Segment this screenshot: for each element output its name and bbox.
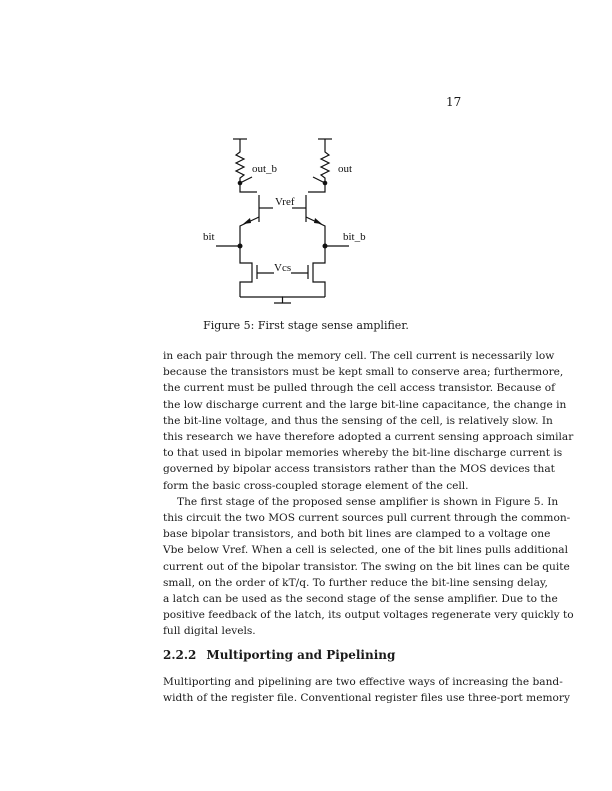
text-line: form the basic cross-coupled storage element of the cell. bbox=[163, 479, 469, 492]
figure-caption: Figure 5: First stage sense amplifier. bbox=[203, 319, 409, 332]
text-line: full digital levels. bbox=[163, 625, 256, 638]
label-bit-b: bit_b bbox=[343, 231, 366, 243]
section-heading bbox=[163, 648, 395, 662]
section-title: Multiporting and Pipelining bbox=[206, 648, 396, 662]
label-vcs: Vcs bbox=[274, 262, 292, 274]
text-line: the low discharge current and the large bit-line capacitance, the change in bbox=[163, 398, 567, 411]
text-line: governed by bipolar access transistors rather than the MOS devices that bbox=[163, 463, 555, 476]
circuit-wires bbox=[216, 139, 349, 303]
text-line: small, on the order of kT/q. To further reduce the bit-line sensing delay, bbox=[163, 576, 548, 589]
text-line: the current must be pulled through the cell access transistor. Because of bbox=[163, 382, 556, 395]
circuit-nodes bbox=[238, 181, 328, 249]
text-line: this research we have therefore adopted a current sensing approach similar bbox=[163, 431, 574, 443]
text-line: this circuit the two MOS current sources pull current through the common- bbox=[163, 512, 571, 524]
text-line: The first stage of the proposed sense amplifier is shown in Figure 5. In bbox=[177, 495, 559, 508]
text-line: in each pair through the memory cell. The cell current is necessarily low bbox=[163, 350, 555, 362]
label-out: out bbox=[338, 163, 353, 175]
page-number: 17 bbox=[446, 95, 462, 109]
text-line: to that used in bipolar memories whereby the bit-line discharge current is bbox=[163, 447, 563, 460]
text-line: the bit-line voltage, and thus the sensing of the cell, is relatively slow. In bbox=[163, 414, 553, 427]
text-line: positive feedback of the latch, its output voltages regenerate very quickly to bbox=[163, 609, 574, 622]
sense-amplifier-circuit-diagram bbox=[0, 0, 612, 330]
text-line: because the transistors must be kept small to conserve area; furthermore, bbox=[163, 366, 564, 379]
text-line: current out of the bipolar transistor. The swing on the bit lines can be quite bbox=[163, 560, 570, 573]
text-line: Vbe below Vref. When a cell is selected, one of the bit lines pulls additional bbox=[163, 544, 569, 557]
text-line: Multiporting and pipelining are two effective ways of increasing the band- bbox=[163, 676, 563, 688]
label-vref: Vref bbox=[275, 196, 295, 208]
text-line: base bipolar transistors, and both bit lines are clamped to a voltage one bbox=[163, 528, 551, 541]
label-bit: bit bbox=[203, 231, 215, 243]
section-number: 2.2.2 bbox=[163, 648, 197, 662]
label-out-b: out_b bbox=[252, 163, 278, 175]
text-line: width of the register file. Conventional register files use three-port memory bbox=[163, 692, 570, 705]
text-line: a latch can be used as the second stage of the sense amplifier. Due to the bbox=[163, 593, 558, 605]
